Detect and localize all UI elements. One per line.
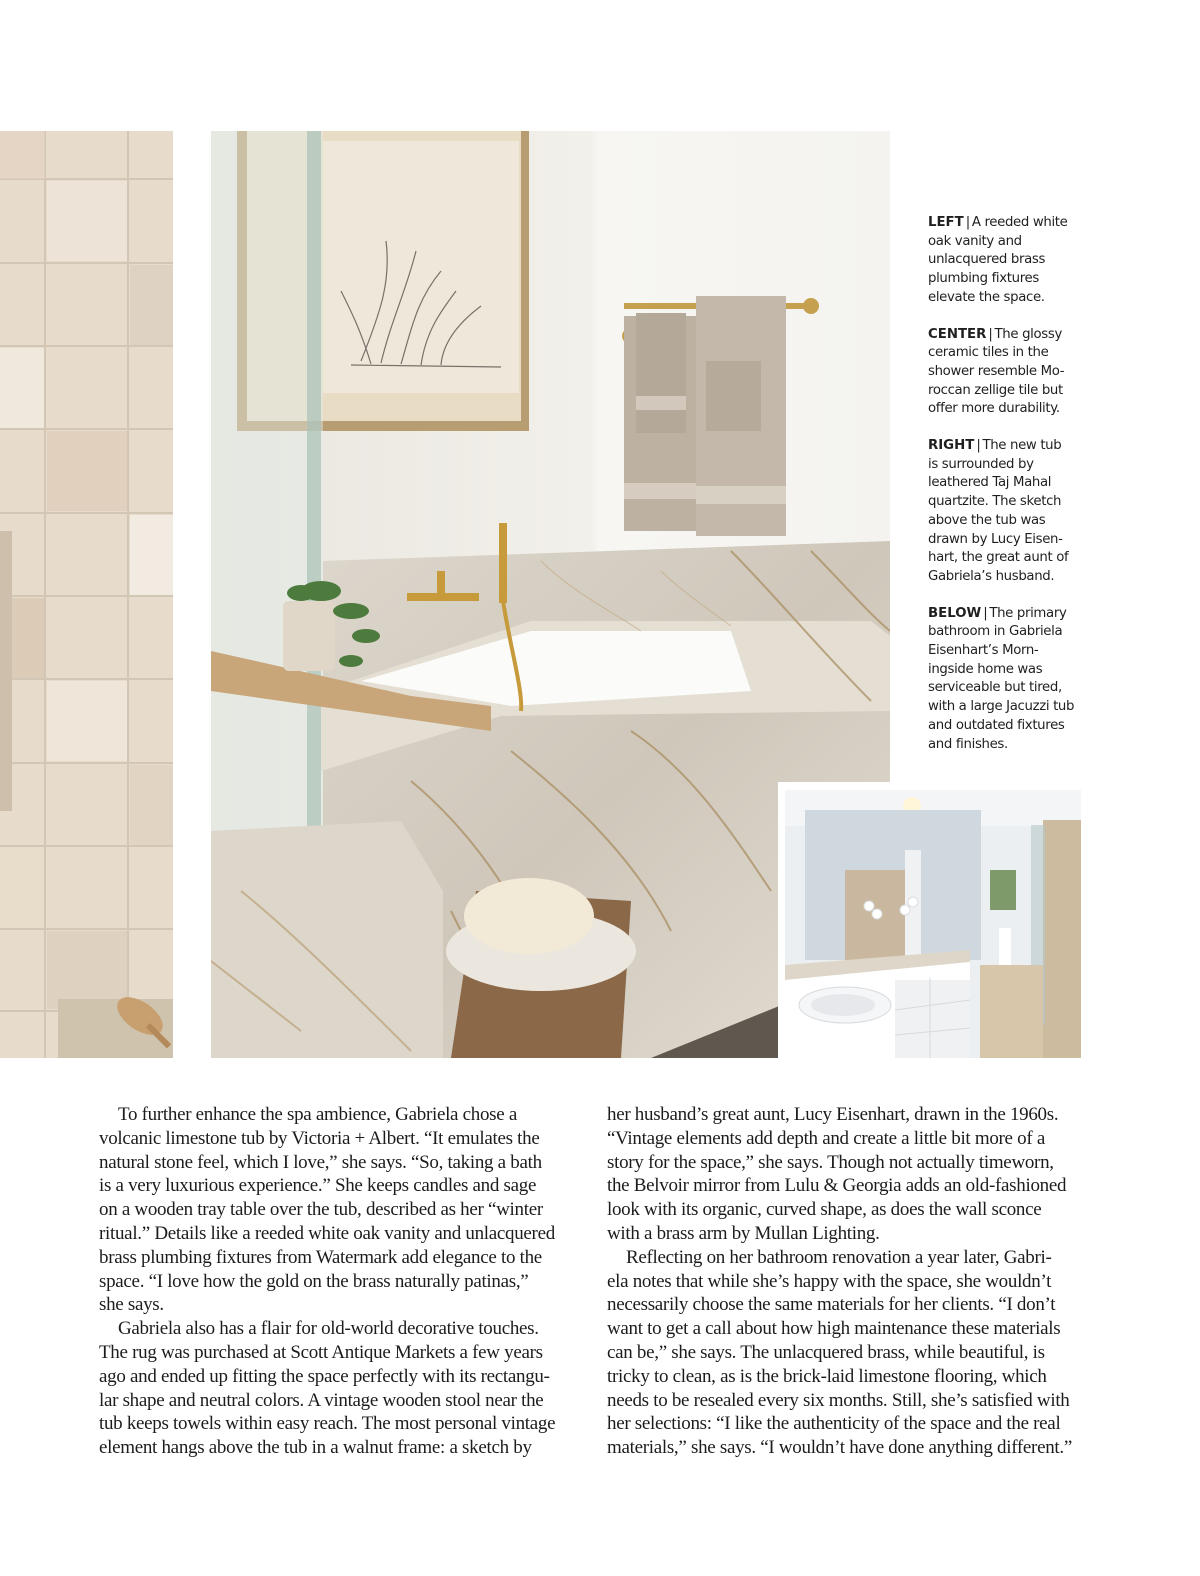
body-line: with a brass arm by Mullan Lighting. xyxy=(607,1222,880,1244)
caption-separator: | xyxy=(965,215,970,230)
body-column-right xyxy=(607,1103,1088,1460)
caption-line: Eisenhart’s Morn- xyxy=(928,643,1039,659)
caption-line: serviceable but tired, xyxy=(928,680,1062,696)
body-line: materials,” she says. “I wouldn’t have done anything different.” xyxy=(607,1437,1072,1459)
body-line: tricky to clean, as is the brick-laid limestone flooring, which xyxy=(607,1365,1047,1387)
caption-separator: | xyxy=(988,326,993,342)
body-line: look with its organic, curved shape, as does the wall sconce xyxy=(607,1199,1042,1221)
body-line: ago and ended up fitting the space perfectly with its rectangu- xyxy=(99,1365,550,1387)
photo-original-bathroom xyxy=(785,790,1081,1058)
body-line: element hangs above the tub in a walnut frame: a sketch by xyxy=(99,1437,532,1459)
body-line: the Belvoir mirror from Lulu & Georgia adds an old-fashioned xyxy=(607,1175,1067,1197)
body-line: she says. xyxy=(99,1294,164,1316)
caption-line: above the tub was xyxy=(928,512,1046,528)
body-line: tub keeps towels within easy reach. The most personal vintage xyxy=(99,1413,556,1435)
caption-line: The new tub xyxy=(982,438,1062,454)
caption-separator: | xyxy=(983,605,988,621)
caption-center xyxy=(928,326,1088,420)
body-line: volcanic limestone tub by Victoria + Albert. “It emulates the xyxy=(99,1127,540,1149)
caption-line: Gabriela’s husband. xyxy=(928,568,1055,584)
body-line: story for the space,” she says. Though not actually timeworn, xyxy=(607,1151,1054,1173)
body-line: brass plumbing fixtures from Watermark add elegance to the xyxy=(99,1246,542,1268)
caption-line: offer more durability. xyxy=(928,401,1060,417)
body-line: ritual.” Details like a reeded white oak vanity and unlacquered xyxy=(99,1222,555,1244)
caption-line: elevate the space. xyxy=(928,289,1045,305)
photo-captions xyxy=(928,214,1088,772)
caption-line: bathroom in Gabriela xyxy=(928,624,1063,640)
caption-line: The primary xyxy=(989,605,1067,621)
body-line: is a very luxurious experience.” She keeps candles and sage xyxy=(99,1175,537,1197)
body-line: To further enhance the spa ambience, Gabriela chose a xyxy=(118,1104,517,1125)
caption-label: LEFT xyxy=(928,215,964,230)
body-line: on a wooden tray table over the tub, described as her “winter xyxy=(99,1199,543,1221)
body-line: can be,” she says. The unlacquered brass, while beautiful, is xyxy=(607,1341,1045,1363)
photo-zellige-tile-wall xyxy=(0,131,173,1058)
body-line: “Vintage elements add depth and create a little bit more of a xyxy=(607,1127,1045,1149)
caption-below xyxy=(928,605,1088,755)
caption-line: drawn by Lucy Eisen- xyxy=(928,531,1063,547)
body-line: Reflecting on her bathroom renovation a year later, Gabri- xyxy=(626,1246,1052,1268)
caption-line: and finishes. xyxy=(928,736,1008,752)
body-line: want to get a call about how high maintenance these materials xyxy=(607,1318,1061,1340)
body-line: necessarily choose the same materials for her clients. “I don’t xyxy=(607,1294,1056,1316)
body-line: lar shape and neutral colors. A vintage wooden stool near the xyxy=(99,1389,544,1411)
body-line: her selections: “I like the authenticity of the space and the real xyxy=(607,1413,1061,1435)
caption-line: unlacquered brass xyxy=(928,252,1046,268)
caption-line: roccan zellige tile but xyxy=(928,382,1063,398)
caption-label: CENTER xyxy=(928,326,987,342)
caption-right xyxy=(928,437,1088,587)
caption-line: is surrounded by xyxy=(928,456,1034,472)
body-line: natural stone feel, which I love,” she says. “So, taking a bath xyxy=(99,1151,542,1173)
caption-line: ingside home was xyxy=(928,661,1043,677)
body-line: The rug was purchased at Scott Antique Markets a few years xyxy=(99,1341,543,1363)
caption-left xyxy=(928,214,1088,308)
body-line: needs to be resealed every six months. Still, she’s satisfied with xyxy=(607,1389,1070,1411)
caption-line: and outdated fixtures xyxy=(928,717,1065,733)
body-column-left xyxy=(99,1103,575,1460)
body-line: Gabriela also has a flair for old-world decorative touches. xyxy=(118,1318,539,1340)
body-line: her husband’s great aunt, Lucy Eisenhart, drawn in the 1960s. xyxy=(607,1104,1059,1125)
caption-line: The glossy xyxy=(994,326,1062,342)
body-line: ela notes that while she’s happy with the space, she wouldn’t xyxy=(607,1270,1052,1292)
caption-line: leathered Taj Mahal xyxy=(928,475,1052,491)
caption-line: shower resemble Mo- xyxy=(928,363,1065,379)
caption-label: RIGHT xyxy=(928,438,975,454)
caption-line: with a large Jacuzzi tub xyxy=(928,699,1075,715)
caption-line: A reeded white xyxy=(971,215,1068,230)
caption-line: oak vanity and xyxy=(928,233,1022,249)
body-line: space. “I love how the gold on the brass naturally patinas,” xyxy=(99,1270,529,1292)
caption-label: BELOW xyxy=(928,605,982,621)
caption-separator: | xyxy=(976,438,981,454)
caption-line: ceramic tiles in the xyxy=(928,345,1049,361)
caption-line: plumbing fixtures xyxy=(928,271,1039,287)
caption-line: hart, the great aunt of xyxy=(928,550,1069,566)
caption-line: quartzite. The sketch xyxy=(928,494,1062,510)
